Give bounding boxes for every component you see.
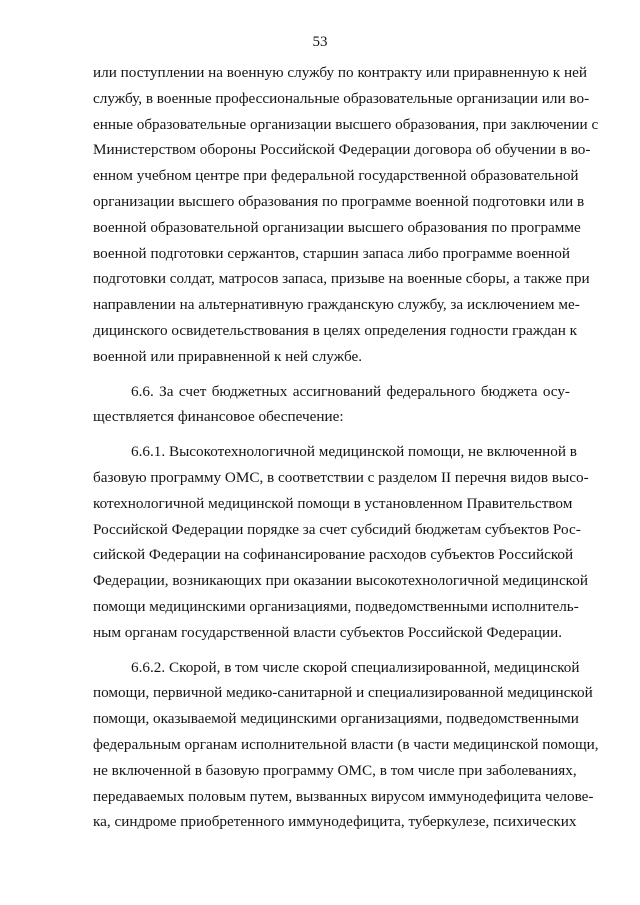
text-line: подготовки солдат, матросов запаса, призыве на военные сборы, а также при <box>93 270 590 288</box>
text-line: помощи медицинскими организациями, подведомственными исполнитель- <box>93 597 579 615</box>
paragraph-section-6-6 <box>93 379 570 431</box>
text-line: 6.6.1. Высокотехнологичной медицинской помощи, не включенной в <box>131 443 577 461</box>
text-line: енные образовательные организации высшего образования, при заключении с <box>93 115 599 133</box>
text-line: не включенной в базовую программу ОМС, в том числе при заболеваниях, <box>93 761 577 779</box>
text-line: Федерации, возникающих при оказании высокотехнологичной медицинской <box>93 572 589 590</box>
text-line: или поступлении на военную службу по контракту или приравненную к ней <box>93 64 587 81</box>
document-body <box>93 60 599 835</box>
text-line: передаваемых половым путем, вызванных вирусом иммунодефицита челове- <box>93 787 594 805</box>
text-line: ществляется финансовое обеспечение: <box>93 408 344 426</box>
text-line: Российской Федерации порядке за счет субсидий бюджетам субъектов Рос- <box>93 520 581 538</box>
text-line: военной подготовки сержантов, старшин запаса либо программе военной <box>93 244 570 262</box>
text-line: ным органам государственной власти субъектов Российской Федерации. <box>93 623 563 641</box>
paragraph-gap <box>93 370 570 379</box>
text-line: помощи, оказываемой медицинскими организациями, подведомственными <box>93 710 579 728</box>
text-line: федеральным органам исполнительной власти (в части медицинской помощи, <box>93 735 599 753</box>
text-line: енном учебном центре при федеральной государственной образовательной <box>93 167 579 185</box>
paragraph-continuation <box>93 60 599 370</box>
text-line: базовую программу ОМС, в соответствии с разделом II перечня видов высо- <box>93 468 589 486</box>
paragraph-gap <box>93 430 570 439</box>
text-line: военной или приравненной к ней службе. <box>93 347 363 365</box>
paragraph-gap <box>93 646 570 655</box>
text-line: помощи, первичной медико-санитарной и специализированной медицинской <box>93 684 593 702</box>
text-line: 6.6.2. Скорой, в том числе скорой специализированной, медицинской <box>131 658 580 676</box>
text-line: направлении на альтернативную гражданскую службу, за исключением ме- <box>93 296 580 314</box>
text-line: организации высшего образования по программе военной подготовки или в <box>93 192 585 210</box>
text-line: сийской Федерации на софинансирование расходов субъектов Российской <box>93 546 574 564</box>
text-line: военной образовательной организации высшего образования по программе <box>93 218 581 236</box>
text-line: котехнологичной медицинской помощи в установленном Правительством <box>93 494 573 512</box>
text-line: ка, синдроме приобретенного иммунодефицита, туберкулезе, психических <box>93 813 577 831</box>
text-line: службу, в военные профессиональные образовательные организации или во- <box>93 89 590 107</box>
paragraph-section-6-6-1 <box>93 439 589 645</box>
text-line: дицинского освидетельствования в целях определения годности граждан к <box>93 321 578 339</box>
paragraph-section-6-6-2 <box>93 655 599 836</box>
text-line: 6.6. За счет бюджетных ассигнований федерального бюджета осу- <box>131 382 570 400</box>
page-number: 53 <box>312 34 328 50</box>
text-line: Министерством обороны Российской Федерации договора об обучении в во- <box>93 141 591 159</box>
